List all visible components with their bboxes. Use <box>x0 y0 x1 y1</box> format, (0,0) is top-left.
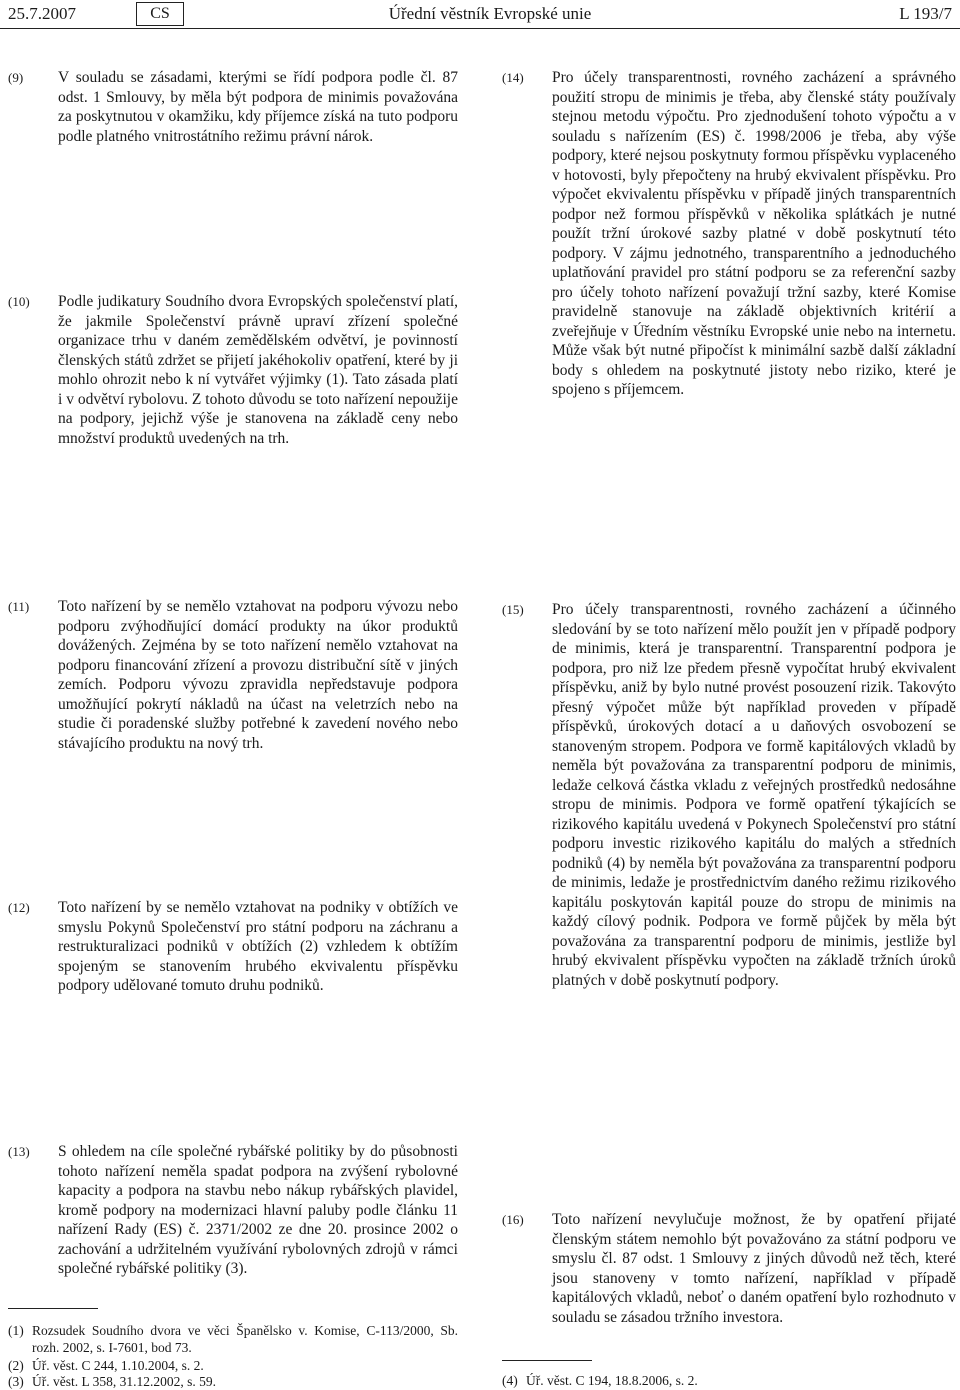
recital-number: (14) <box>502 70 524 85</box>
recital-text: Toto nařízení by se nemělo vztahovat na podniky v obtížích ve smyslu Pokynů Společenství pro státní podporu na záchranu a restrukturalizaci podniků v obtížích (2) vzhledem k obtížím spojeným se stanovením hrubého ekvivalentu příspěvku podpory udělované tomuto druhu podniků. <box>58 899 458 994</box>
recital-number: (15) <box>502 602 524 617</box>
footnote-number: (1) <box>8 1323 24 1338</box>
language-badge: CS <box>136 2 184 26</box>
publication-date: 25.7.2007 <box>8 4 76 23</box>
journal-title: Úřední věstník Evropské unie <box>388 4 592 23</box>
recital-text: V souladu se zásadami, kterými se řídí podpora podle čl. 87 odst. 1 Smlouvy, by měla být podpora de minimis považována za poskytnutou v okamžiku, kdy příjemce získá na tuto podporu podle platného vnitrostátního režimu právní nárok. <box>58 69 458 145</box>
recital-number: (10) <box>8 294 30 309</box>
footnote-text: Úř. věst. L 358, 31.12.2002, s. 59. <box>32 1374 216 1389</box>
recital-text: Podle judikatury Soudního dvora Evropských společenství platí, že jakmile Společenství právně upraví zřízení společné organizace trhu v daném zemědělském odvětví, je povinností členských států zdržet se přijetí jakéhokoliv opatření, které by ji mohlo ohrozit nebo k ní vytvářet výjimky (1). Tato zásada platí i v odvětví rybolovu. Z tohoto důvodu se toto nařízení nepoužije na podpory, jejichž výše je stanovena na základě ceny nebo množství produktů uvedených na trh. <box>58 293 458 447</box>
footnote-number: (2) <box>8 1358 24 1373</box>
recital-text: Toto nařízení nevylučuje možnost, že by opatření přijaté členským státem nemohlo být považováno za státní podporu ve smyslu čl. 87 odst. 1 Smlouvy z jiných důvodů než těch, které jsou stanoveny v tomto nařízení, například v případě kapitálových vkladů, neboť o daném opatření bylo rozhodnuto v souladu se zásadou tržního investora. <box>552 1211 956 1326</box>
recital-number: (9) <box>8 70 24 85</box>
recital-text: S ohledem na cíle společné rybářské politiky by do působnosti tohoto nařízení neměla spadat podpora na zvýšení rybolovné kapacity a podpora na stavbu nebo nákup rybářských plavidel, kromě podpory na modernizaci hlavní paluby podle článku 11 nařízení Rady (ES) č. 2371/2002 ze dne 20. prosince 2002 o zachování a udržitelném využívání rybolovných zdrojů v rámci společné rybářské politiky (3). <box>58 1143 458 1277</box>
footnote-text: Úř. věst. C 244, 1.10.2004, s. 2. <box>32 1358 204 1373</box>
footnote-number: (4) <box>502 1373 518 1388</box>
footnote-text: Rozsudek Soudního dvora ve věci Španělsko v. Komise, C-113/2000, Sb. rozh. 2002, s. I-7601, bod 73. <box>32 1323 458 1355</box>
footnote-rule <box>502 1360 592 1361</box>
recital-number: (12) <box>8 900 30 915</box>
footnote-text: Úř. věst. C 194, 18.8.2006, s. 2. <box>526 1373 698 1388</box>
footnote-number: (3) <box>8 1374 24 1389</box>
footnote-rule <box>8 1308 98 1309</box>
recital-number: (11) <box>8 599 30 614</box>
recital-number: (13) <box>8 1144 30 1159</box>
recital-text: Pro účely transparentnosti, rovného zacházení a správného použití stropu de minimis je třeba, aby členské státy používaly stejnou metodu výpočtu. Pro zjednodušení tohoto výpočtu a v souladu s nařízením (ES) č. 1998/2006 je třeba, aby výše podpory, které nejsou poskytnuty formou příspěvku vyplaceného v hotovosti, byly přepočteny na hrubý ekvivalent příspěvku. Pro výpočet ekvivalentu příspěvku v případě jiných transparentních podpor než formou příspěvků v několika splátkách je nutné použít tržní úrokové sazby platné v době poskytnutí této podpory. V zájmu jednotného, transparentního a jednoduchého uplatňování pravidel pro státní podporu se za referenční sazby pro účely tohoto nařízení považují tržní sazby, které Komise pravidelně stanovuje na základě objektivních kritérií a zveřejňuje v Úředním věstníku Evropské unie nebo na internetu. Může však být nutné připočíst k minimální sazbě další základní body s ohledem na poskytnuté jistoty nebo riziko, které je spojeno s příjemcem. <box>552 69 956 398</box>
page-header <box>0 0 960 34</box>
recital-number: (16) <box>502 1212 524 1227</box>
recital-text: Pro účely transparentnosti, rovného zacházení a účinného sledování by se toto nařízení mělo použít jen v případě podpory de minimis, která je transparentní. Transparentní podpora je podpora, pro niž lze předem přesně vypočítat hrubý ekvivalent příspěvku, aniž by bylo nutné provést posouzení rizik. Takovýto přesný výpočet může být například proveden v případě příspěvků, úrokových dotací a u daňových osvobození se stanoveným stropem. Podpora ve formě kapitálových vkladů by neměla být považována za transparentní podporu de minimis, ledaže celková částka vkladu z veřejných prostředků nedosáhne stropu de minimis. Podpora ve formě opatření týkajících se rizikového kapitálu uvedená v Pokynech Společenství pro státní podporu investic rizikového kapitálu do malých a středních podniků (4) by neměla být považována za transparentní podporu de minimis, ledaže je prostřednictvím daného režimu rizikového kapitálu poskytován kapitál pouze do stropu de minimis na každý cílový podnik. Podpora ve formě půjček by měla být považována za transparentní podporu de minimis, jestliže byl hrubý ekvivalent příspěvku vypočten na základě tržních úroků platných v době poskytnutí podpory. <box>552 601 956 989</box>
header-rule <box>0 28 960 29</box>
recital-text: Toto nařízení by se nemělo vztahovat na podporu vývozu nebo podporu zvýhodňující domácí produkty na úkor produktů dovážených. Zejména by se toto nařízení nemělo vztahovat na podporu financování zřízení a provozu distribuční sítě v jiných zemích. Podporu vývozu zpravidla nepředstavuje podpora umožňující pokrytí nákladů na účast na veletrzích nebo na studie či poradenské služby potřebné k zavedení nového nebo stávajícího produktu na nový trh. <box>58 598 458 752</box>
page-number: L 193/7 <box>899 4 952 23</box>
